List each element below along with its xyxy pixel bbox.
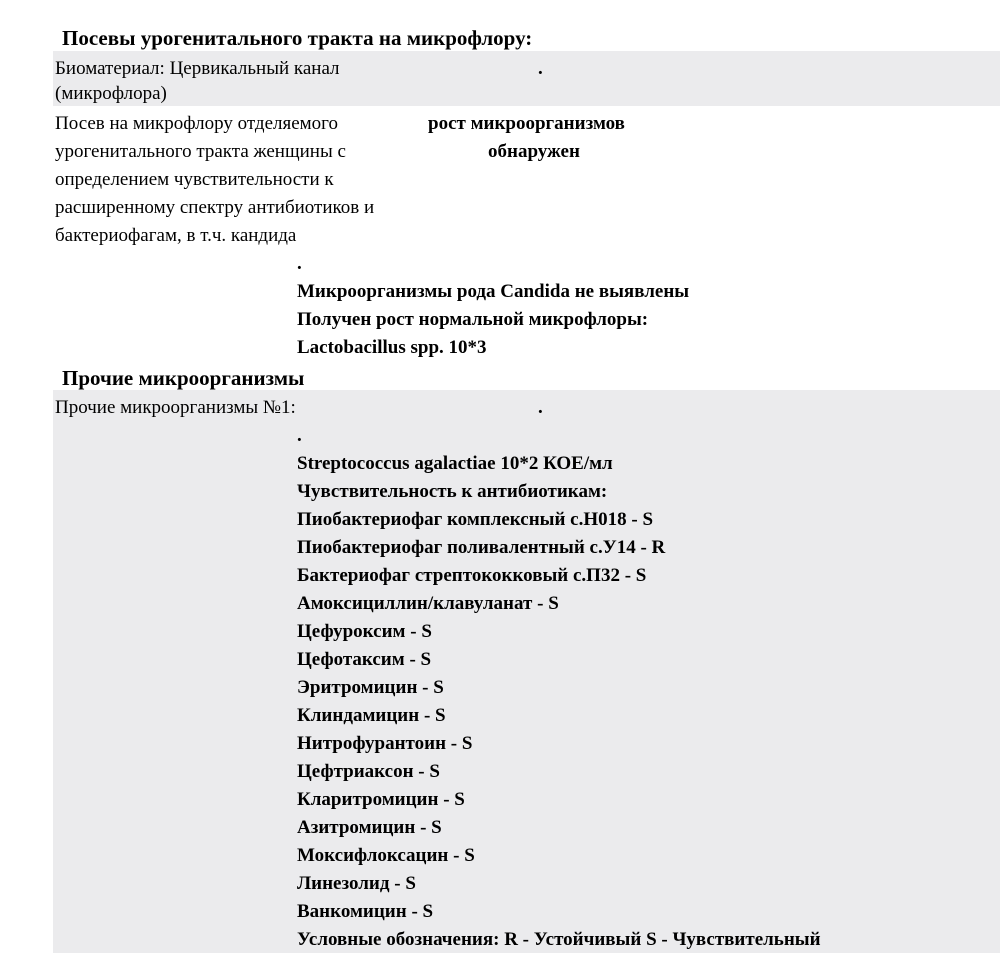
sensitivity-result: S xyxy=(420,649,432,670)
biomaterial-label-line2: (микрофлора) xyxy=(55,83,167,104)
sensitivity-result: S xyxy=(429,761,440,782)
sensitivity-result: S xyxy=(421,621,432,642)
other-microorganism-details xyxy=(297,422,821,954)
sensitivity-row: Амоксициллин/клавуланат - S xyxy=(297,593,559,614)
test-name-line: урогенитального тракта женщины с xyxy=(55,141,346,162)
sensitivity-row: Цефуроксим - S xyxy=(297,621,432,642)
drug-name: Линезолид xyxy=(297,873,390,894)
other-microorganism-value: . xyxy=(538,397,543,418)
section-title-urogenital-cultures: Посевы урогенитального тракта на микрофлору: xyxy=(62,26,533,50)
test-name-line: определением чувствительности к xyxy=(55,169,334,190)
sensitivity-result: S xyxy=(405,873,416,894)
sensitivity-row: Кларитромицин - S xyxy=(297,789,465,810)
detail-line: . xyxy=(297,253,302,274)
drug-name: Пиобактериофаг комплексный с.Н018 xyxy=(297,509,627,530)
test-result-line2: обнаружен xyxy=(488,141,580,162)
sensitivity-row: Нитрофурантоин - S xyxy=(297,733,473,754)
test-name xyxy=(55,110,374,250)
drug-name: Ванкомицин xyxy=(297,901,407,922)
sensitivity-result: S xyxy=(454,789,465,810)
sensitivity-row: Пиобактериофаг поливалентный с.У14 - R xyxy=(297,537,666,558)
sensitivity-result: S xyxy=(464,845,475,866)
sensitivity-row: Эритромицин - S xyxy=(297,677,444,698)
sensitivity-result: S xyxy=(435,705,446,726)
legend: Условные обозначения: R - Устойчивый S - Чувствительный xyxy=(297,929,821,950)
sensitivity-result: S xyxy=(433,677,444,698)
sensitivity-row: Моксифлоксацин - S xyxy=(297,845,475,866)
test-name-line: расширенному спектру антибиотиков и xyxy=(55,197,375,218)
biomaterial-value: . xyxy=(538,58,543,79)
drug-name: Амоксициллин/клавуланат xyxy=(297,593,533,614)
sensitivity-row: Пиобактериофаг комплексный с.Н018 - S xyxy=(297,509,654,530)
normal-flora-heading: Получен рост нормальной микрофлоры: xyxy=(297,309,649,330)
drug-name: Моксифлоксацин xyxy=(297,845,449,866)
lactobacillus-result: Lactobacillus spp. 10*3 xyxy=(297,337,487,358)
sensitivity-row: Ванкомицин - S xyxy=(297,901,434,922)
other-microorganism-label: Прочие микроорганизмы №1: xyxy=(55,397,296,418)
section-title-other-microorganisms: Прочие микроорганизмы xyxy=(62,366,305,390)
drug-name: Пиобактериофаг поливалентный с.У14 xyxy=(297,537,636,558)
drug-name: Эритромицин xyxy=(297,677,418,698)
detail-line: . xyxy=(297,425,302,446)
sensitivity-row: Азитромицин - S xyxy=(297,817,442,838)
test-result-line1: рост микроорганизмов xyxy=(428,113,625,134)
sensitivity-row: Линезолид - S xyxy=(297,873,416,894)
drug-name: Кларитромицин xyxy=(297,789,439,810)
sensitivity-heading: Чувствительность к антибиотикам: xyxy=(297,481,608,502)
sensitivity-result: S xyxy=(431,817,442,838)
sensitivity-row: Цефтриаксон - S xyxy=(297,761,440,782)
drug-name: Цефтриаксон xyxy=(297,761,414,782)
candida-result: Микроорганизмы рода Candida не выявлены xyxy=(297,281,690,302)
biomaterial-label-line1: Биоматериал: Цервикальный канал xyxy=(55,58,340,79)
sensitivity-result: S xyxy=(642,509,654,530)
drug-name: Азитромицин xyxy=(297,817,416,838)
sensitivity-result: S xyxy=(548,593,559,614)
sensitivity-result: S xyxy=(635,565,647,586)
organism-result: Streptococcus agalactiae 10*2 КОЕ/мл xyxy=(297,453,613,474)
test-details xyxy=(297,250,689,362)
drug-name: Нитрофурантоин xyxy=(297,733,447,754)
drug-name: Клиндамицин xyxy=(297,705,420,726)
test-name-line: Посев на микрофлору отделяемого xyxy=(55,113,339,134)
drug-name: Цефотаксим xyxy=(297,649,405,670)
sensitivity-row: Цефотаксим - S xyxy=(297,649,432,670)
drug-name: Бактериофаг стрептококковый с.П32 xyxy=(297,565,620,586)
sensitivity-result: S xyxy=(461,733,473,754)
test-name-line: бактериофагам, в т.ч. кандида xyxy=(55,225,297,246)
sensitivity-row: Бактериофаг стрептококковый с.П32 - S xyxy=(297,565,647,586)
sensitivity-result: R xyxy=(651,537,666,558)
sensitivity-row: Клиндамицин - S xyxy=(297,705,446,726)
sensitivity-result: S xyxy=(422,901,434,922)
drug-name: Цефуроксим xyxy=(297,621,406,642)
